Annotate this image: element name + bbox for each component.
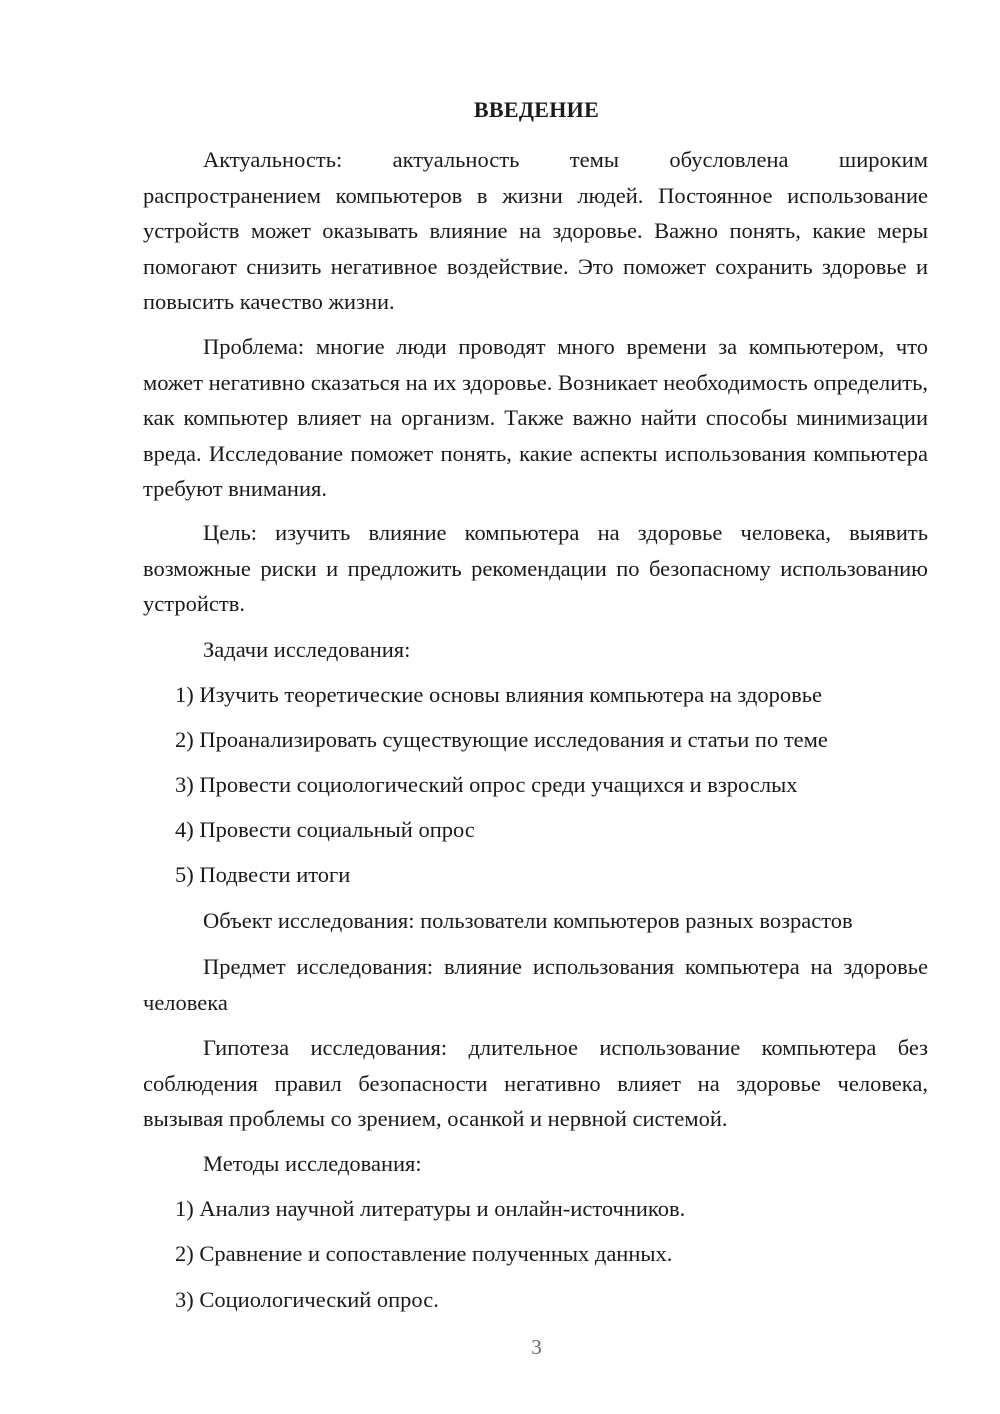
task-item-3: 3) Провести социологический опрос среди учащихся и взрослых (175, 772, 798, 797)
task-item-5: 5) Подвести итоги (175, 862, 351, 887)
method-item-3: 3) Социологический опрос. (175, 1287, 439, 1312)
methods-heading: Методы исследования: (203, 1151, 422, 1176)
paragraph-relevance: Актуальность: актуальность темы обусловлена широким распространением компьютеров в жизни людей. Постоянное использование устройств может оказывать влияние на здоровье. Важно понять, какие меры помогают снизить негативное воздействие. Это поможет сохранить здоровье и повысить качество жизни. (143, 147, 928, 314)
method-item-1: 1) Анализ научной литературы и онлайн-источников. (175, 1196, 686, 1221)
paragraph-subject: Предмет исследования: влияние использования компьютера на здоровье человека (143, 954, 928, 1015)
page-number: 3 (531, 1335, 542, 1359)
paragraph-problem: Проблема: многие люди проводят много времени за компьютером, что может негативно сказаться на их здоровье. Возникает необходимость определить, как компьютер влияет на организм. Также важно найти способы минимизации вреда. Исследование поможет понять, какие аспекты использования компьютера требуют внимания. (143, 334, 928, 501)
paragraph-hypothesis: Гипотеза исследования: длительное использование компьютера без соблюдения правил безопасности негативно влияет на здоровье человека, вызывая проблемы со зрением, осанкой и нервной системой. (143, 1035, 928, 1131)
paragraph-goal: Цель: изучить влияние компьютера на здоровье человека, выявить возможные риски и предложить рекомендации по безопасному использованию устройств. (143, 520, 928, 616)
section-title: ВВЕДЕНИЕ (473, 97, 600, 122)
task-item-1: 1) Изучить теоретические основы влияния компьютера на здоровье (175, 682, 822, 707)
method-item-2: 2) Сравнение и сопоставление полученных данных. (175, 1241, 673, 1266)
paragraph-object: Объект исследования: пользователи компьютеров разных возрастов (203, 908, 853, 933)
tasks-heading: Задачи исследования: (203, 637, 411, 662)
task-item-4: 4) Провести социальный опрос (175, 817, 475, 842)
task-item-2: 2) Проанализировать существующие исследования и статьи по теме (175, 727, 828, 752)
